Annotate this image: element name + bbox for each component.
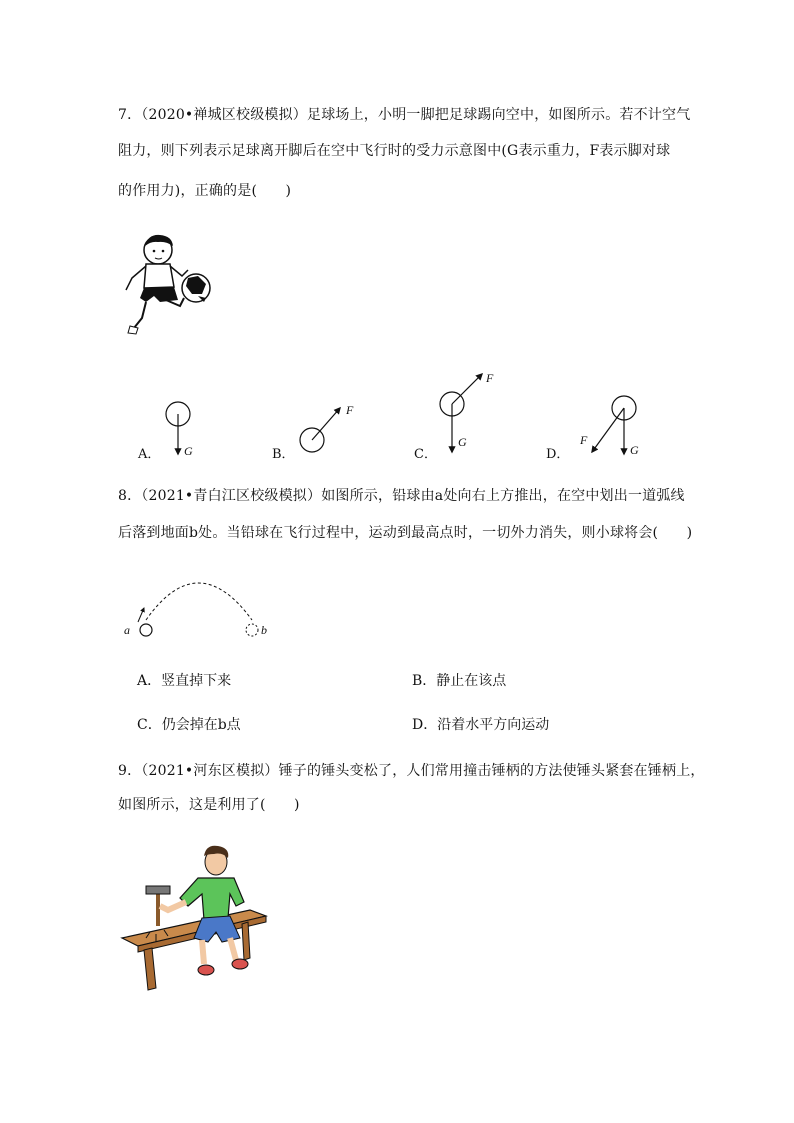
q7-option-d-diagram[interactable]	[572, 390, 652, 462]
q9-line-2: 如图所示，这是利用了( )	[118, 797, 300, 813]
q8-option-b[interactable]: B．静止在该点	[412, 673, 507, 689]
point-b-label: b	[261, 623, 267, 637]
q7-line-3: 的作用力)，正确的是( )	[118, 183, 292, 199]
q8-option-d[interactable]: D．沿着水平方向运动	[412, 717, 550, 733]
q7-d-gravity-label: G	[630, 443, 639, 457]
q7-b-force-label: F	[346, 403, 354, 417]
q7-option-d-label[interactable]: D．	[546, 447, 570, 462]
q7-line-2: 阻力，则下列表示足球离开脚后在空中飞行时的受力示意图中(G表示重力，F表示脚对球	[118, 143, 671, 159]
q7-option-b-label[interactable]: B．	[272, 447, 295, 462]
q7-a-gravity-label: G	[184, 444, 193, 458]
q7-option-a-label[interactable]: A．	[138, 447, 161, 462]
q9-line-1: 9．（2021•河东区模拟）锤子的锤头变松了，人们常用撞击锤柄的方法使锤头紧套在锤柄上，	[118, 763, 705, 779]
point-a-label: a	[124, 623, 130, 637]
boy-kicking-ball-figure	[118, 232, 218, 340]
q7-option-c-diagram[interactable]	[434, 366, 504, 462]
q8-line-1: 8．（2021•青白江区校级模拟）如图所示，铅球由a处向右上方推出，在空中划出一道弧线	[118, 488, 685, 504]
q7-option-a-diagram[interactable]	[158, 396, 208, 462]
q7-c-gravity-label: G	[458, 435, 467, 449]
q7-option-c-label[interactable]: C．	[414, 447, 437, 462]
shot-put-trajectory-figure	[118, 576, 278, 646]
q7-d-force-label: F	[580, 433, 588, 447]
man-hammering-bench-figure	[118, 842, 268, 992]
q7-option-b-diagram[interactable]	[292, 396, 362, 462]
q7-c-force-label: F	[486, 371, 494, 385]
q8-option-c[interactable]: C．仍会掉在b点	[137, 717, 241, 733]
q7-line-1: 7．（2020•禅城区校级模拟）足球场上，小明一脚把足球踢向空中，如图所示。若不计空气	[118, 107, 691, 123]
q8-line-2: 后落到地面b处。当铅球在飞行过程中，运动到最高点时，一切外力消失，则小球将会( )	[118, 525, 693, 541]
q8-option-a[interactable]: A．竖直掉下来	[137, 673, 232, 689]
